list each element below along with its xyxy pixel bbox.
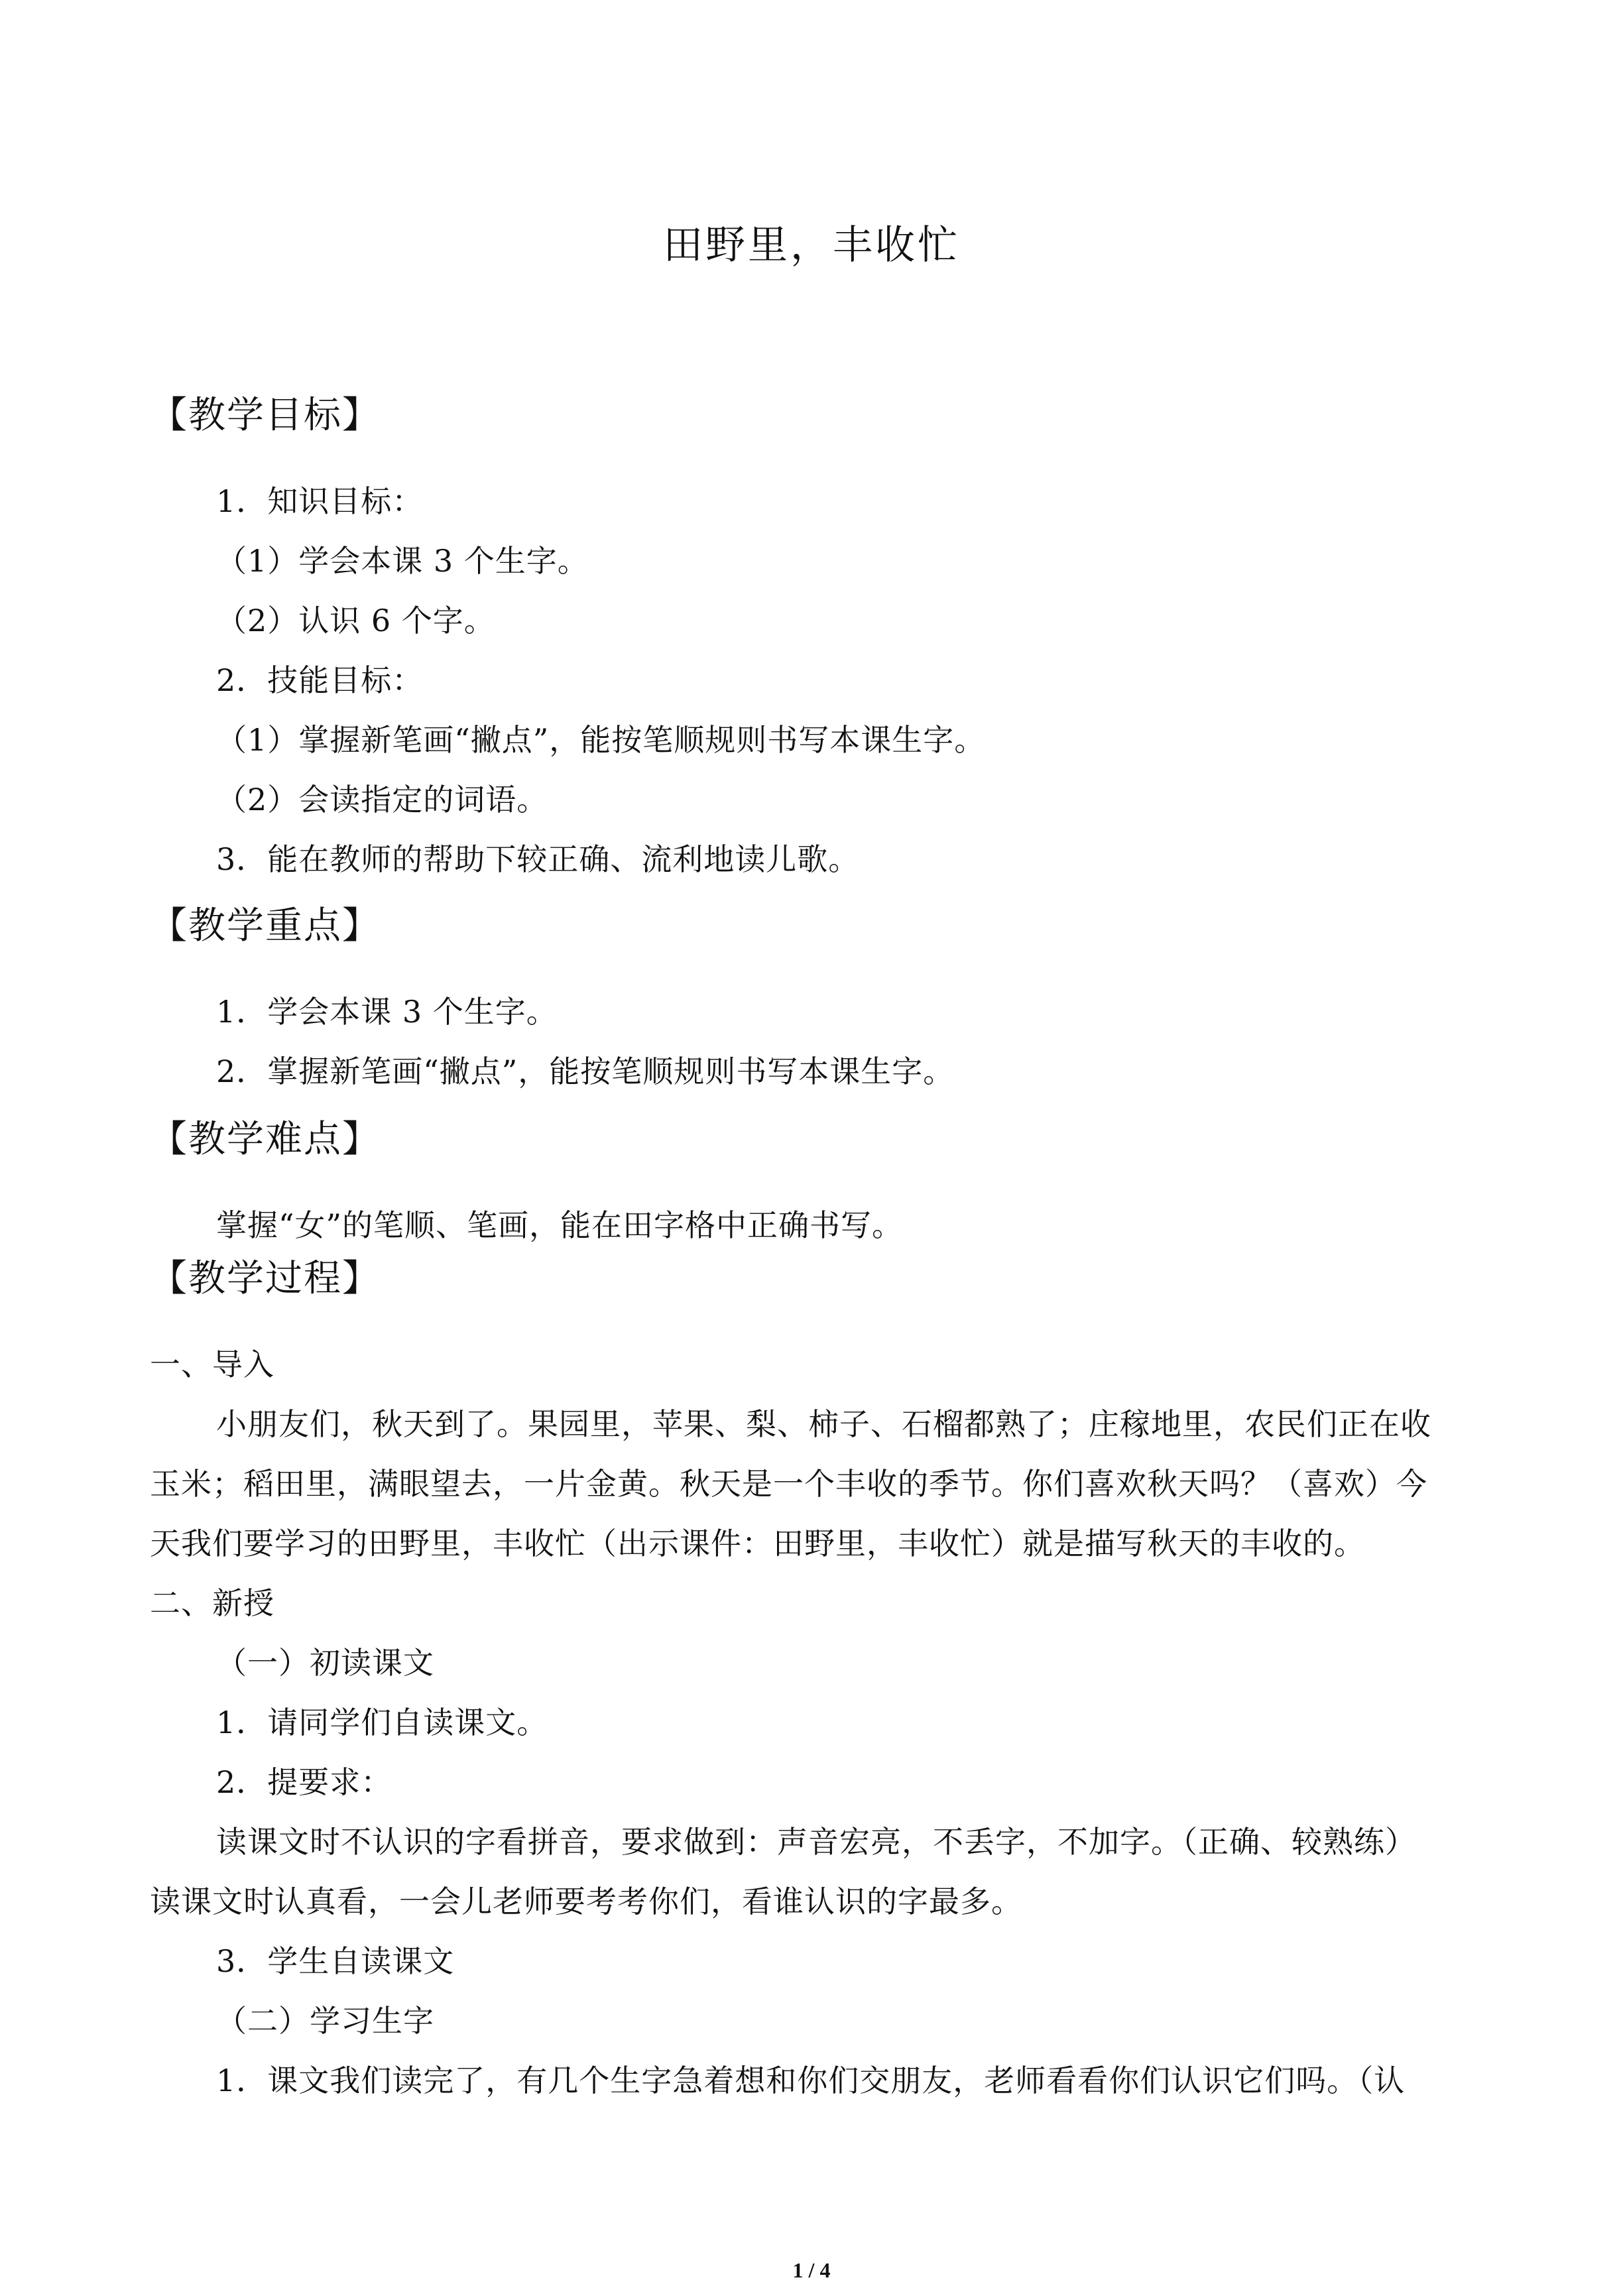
process-new-title: 二、新授 — [150, 1585, 274, 1621]
section-heading-process: 【教学过程】 — [150, 1257, 381, 1300]
difficulty-line: 掌握“女”的笔顺、笔画，能在田字格中正确书写。 — [216, 1207, 904, 1243]
intro-paragraph-line: 小朋友们，秋天到了。果园里，苹果、梨、柿子、石榴都熟了；庄稼地里，农民们正在收 — [216, 1406, 1431, 1442]
intro-paragraph-line: 天我们要学习的田野里，丰收忙（出示课件：田野里，丰收忙）就是描写秋天的丰收的。 — [150, 1526, 1365, 1561]
key-point-line: 2．掌握新笔画“撇点”，能按笔顺规则书写本课生字。 — [216, 1054, 955, 1089]
intro-paragraph-line: 玉米；稻田里，满眼望去，一片金黄。秋天是一个丰收的季节。你们喜欢秋天吗？（喜欢）今 — [150, 1466, 1427, 1502]
subsection-item: 1．请同学们自读课文。 — [216, 1705, 548, 1740]
requirement-paragraph-line: 读课文时不认识的字看拼音，要求做到：声音宏亮，不丢字，不加字。（正确、较熟练） — [216, 1824, 1416, 1860]
objective-line: （2）认识 6 个字。 — [216, 603, 495, 638]
section-heading-difficulties: 【教学难点】 — [150, 1118, 381, 1161]
objective-line: 2．技能目标： — [216, 662, 424, 698]
page-number: 1 / 4 — [792, 2258, 831, 2282]
objective-line: （1）掌握新笔画“撇点”，能按笔顺规则书写本课生字。 — [216, 722, 986, 758]
objective-line: 3．能在教师的帮助下较正确、流利地读儿歌。 — [216, 841, 860, 877]
subsection-item: 1．课文我们读完了，有几个生字急着想和你们交朋友，老师看看你们认识它们吗。（认 — [216, 2063, 1406, 2098]
process-intro-title: 一、导入 — [150, 1347, 274, 1382]
requirement-paragraph-line: 读课文时认真看，一会儿老师要考考你们，看谁认识的字最多。 — [150, 1884, 1022, 1919]
key-point-line: 1．学会本课 3 个生字。 — [216, 994, 558, 1030]
subsection-item: 3．学生自读课文 — [216, 1943, 455, 1979]
objective-line: （1）学会本课 3 个生字。 — [216, 543, 589, 579]
subsection-item: 2．提要求： — [216, 1764, 392, 1800]
section-heading-key-points: 【教学重点】 — [150, 904, 381, 947]
objective-line: （2）会读指定的词语。 — [216, 782, 548, 817]
subsection-title: （一）初读课文 — [216, 1645, 434, 1681]
section-heading-objectives: 【教学目标】 — [150, 394, 381, 437]
document-title: 田野里，丰收忙 — [663, 222, 960, 269]
objective-line: 1．知识目标： — [216, 483, 424, 519]
subsection-title: （二）学习生字 — [216, 2003, 434, 2039]
